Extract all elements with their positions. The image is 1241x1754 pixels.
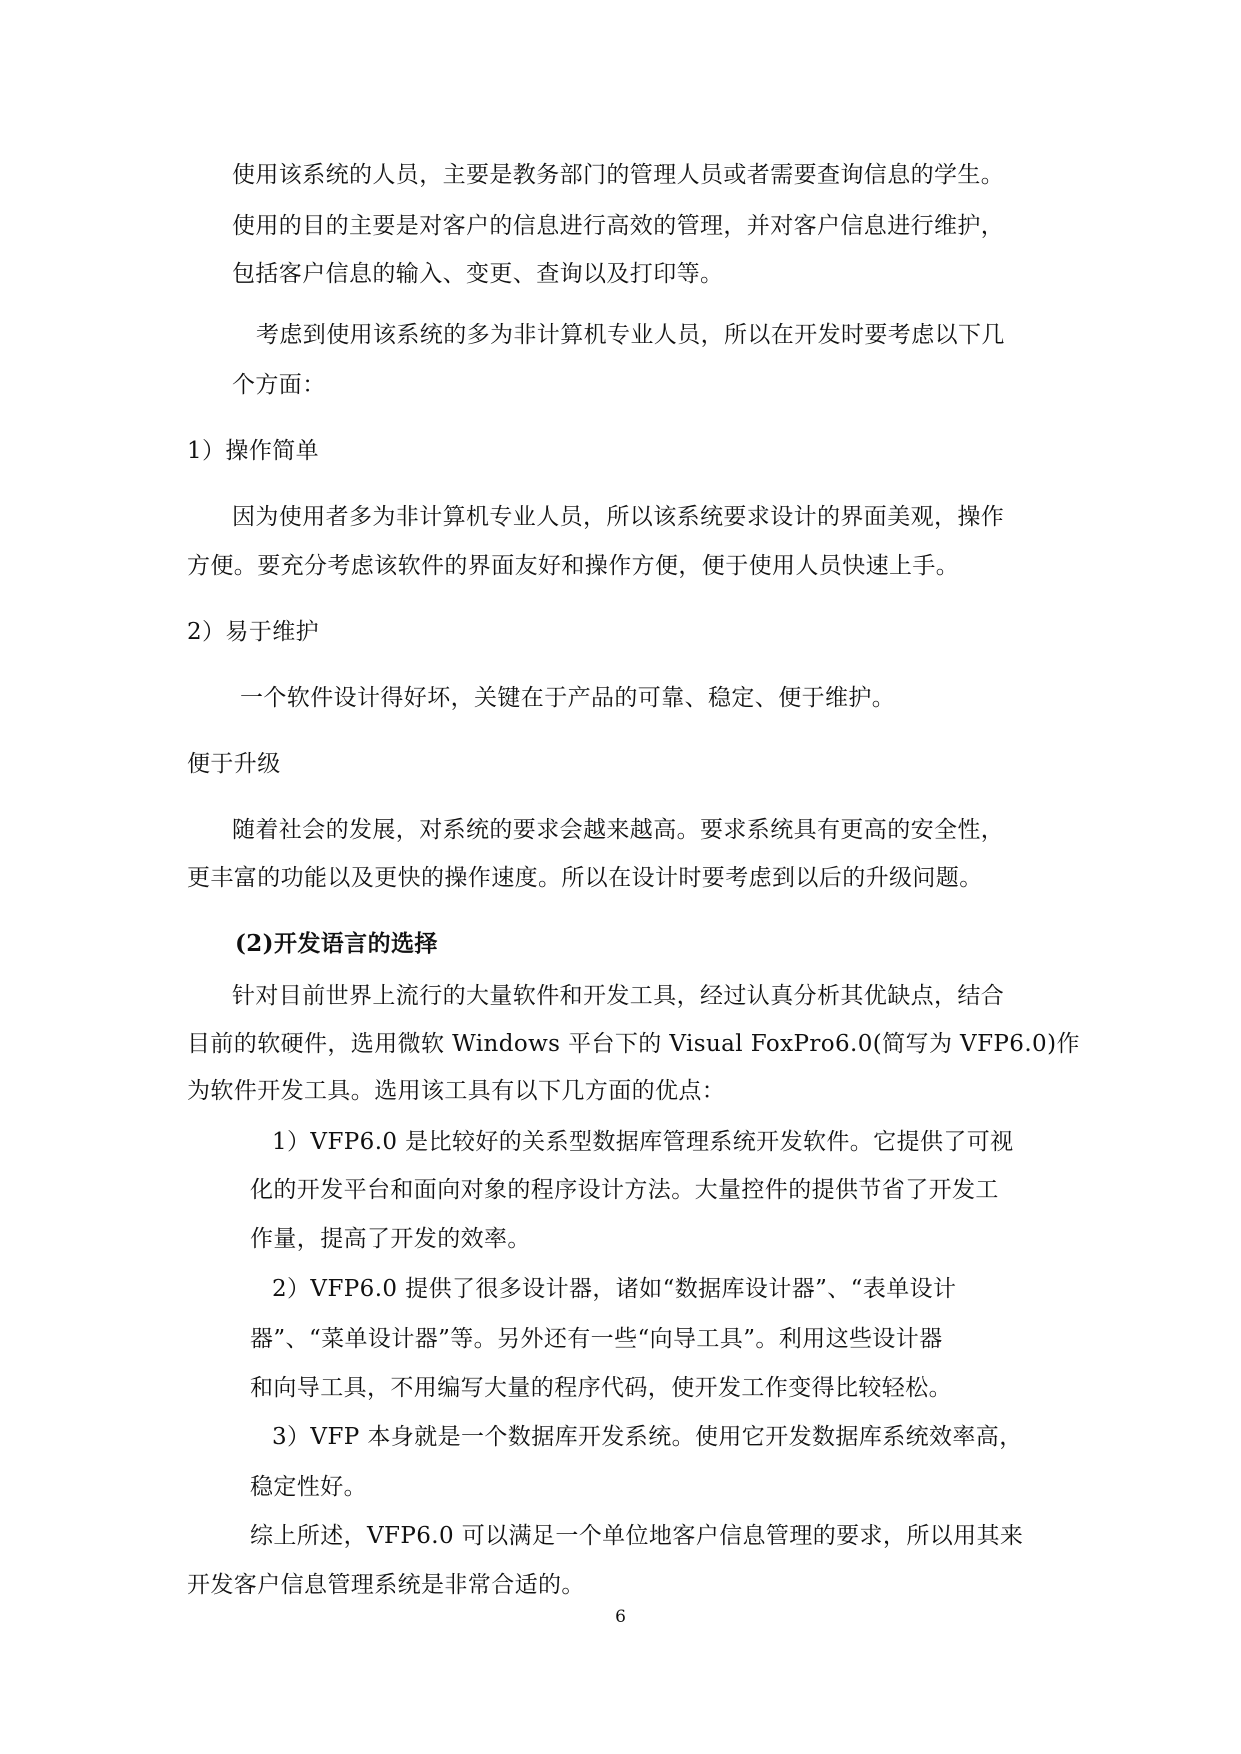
text-line: 使用的目的主要是对客户的信息进行高效的管理，并对客户信息进行维护，	[232, 213, 1005, 239]
text-line: 个方面：	[232, 372, 326, 398]
text-line: 因为使用者多为非计算机专业人员，所以该系统要求设计的界面美观，操作	[232, 504, 1005, 530]
text-line: 2）VFP6.0 提供了很多设计器，诸如“数据库设计器”、“表单设计	[272, 1276, 957, 1302]
text-line: 开发客户信息管理系统是非常合适的。	[187, 1572, 585, 1598]
text-line: 包括客户信息的输入、变更、查询以及打印等。	[232, 261, 724, 287]
page-number: 6	[615, 1607, 626, 1627]
text-line: 考虑到使用该系统的多为非计算机专业人员，所以在开发时要考虑以下几	[256, 322, 1005, 348]
text-line: 更丰富的功能以及更快的操作速度。所以在设计时要考虑到以后的升级问题。	[187, 865, 983, 891]
text-line: 化的开发平台和面向对象的程序设计方法。大量控件的提供节省了开发工	[250, 1177, 999, 1203]
text-line: 使用该系统的人员，主要是教务部门的管理人员或者需要查询信息的学生。	[232, 162, 1005, 188]
text-line: 一个软件设计得好坏，关键在于产品的可靠、稳定、便于维护。	[240, 685, 896, 711]
text-line: 为软件开发工具。选用该工具有以下几方面的优点：	[187, 1078, 726, 1104]
list-heading: 便于升级	[187, 751, 281, 777]
text-line: 针对目前世界上流行的大量软件和开发工具，经过认真分析其优缺点，结合	[232, 983, 1005, 1009]
text-line: 3）VFP 本身就是一个数据库开发系统。使用它开发数据库系统效率高，	[272, 1424, 1023, 1450]
list-heading: 1）操作简单	[187, 438, 320, 464]
text-line: 器”、“菜单设计器”等。另外还有一些“向导工具”。利用这些设计器	[250, 1326, 943, 1352]
text-line: 稳定性好。	[250, 1474, 367, 1500]
section-heading: (2)开发语言的选择	[235, 930, 438, 957]
text-line: 1）VFP6.0 是比较好的关系型数据库管理系统开发软件。它提供了可视	[272, 1129, 1014, 1155]
text-line: 作量，提高了开发的效率。	[250, 1226, 531, 1252]
text-line: 随着社会的发展，对系统的要求会越来越高。要求系统具有更高的安全性，	[232, 817, 1005, 843]
text-line: 综上所述，VFP6.0 可以满足一个单位地客户信息管理的要求，所以用其来	[250, 1523, 1024, 1549]
text-line: 和向导工具，不用编写大量的程序代码，使开发工作变得比较轻松。	[250, 1375, 952, 1401]
text-line: 目前的软硬件，选用微软 Windows 平台下的 Visual FoxPro6.0(简写为 VFP6.0)作	[187, 1031, 1080, 1057]
text-line: 方便。要充分考虑该软件的界面友好和操作方便，便于使用人员快速上手。	[187, 553, 960, 579]
list-heading: 2）易于维护	[187, 619, 320, 645]
